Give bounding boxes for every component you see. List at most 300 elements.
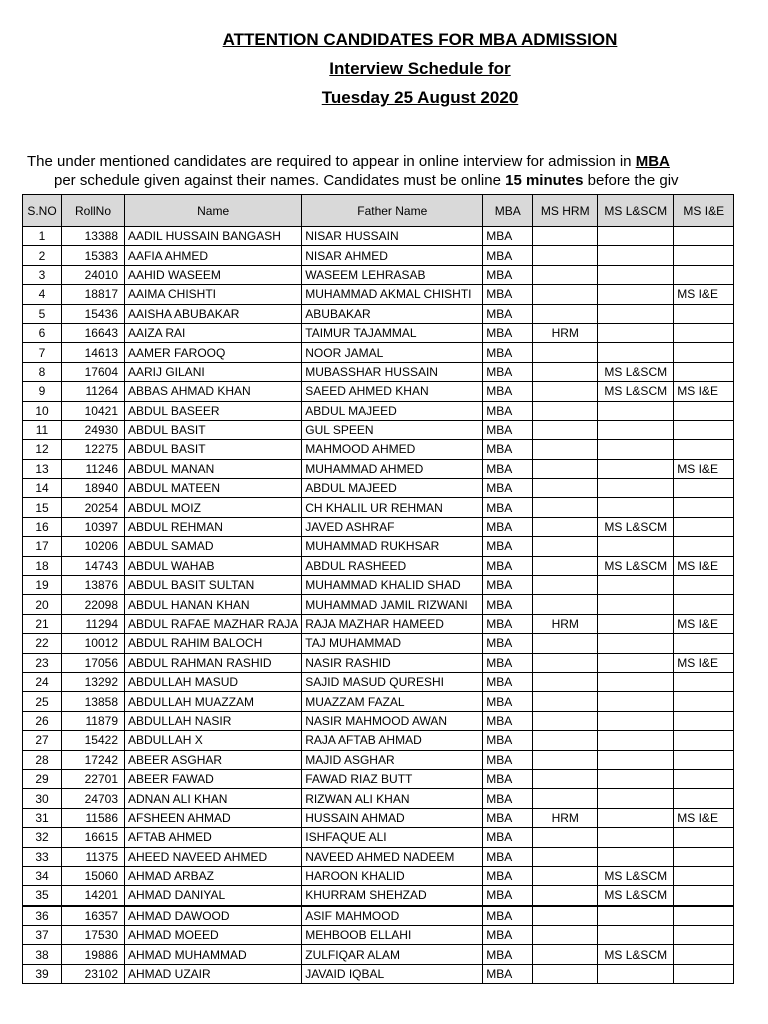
ms-lscm-cell: MS L&SCM <box>598 382 674 401</box>
name-cell: ABDUL BASIT <box>125 440 302 459</box>
father-name-cell: CH KHALIL UR REHMAN <box>302 498 483 517</box>
father-name-cell: GUL SPEEN <box>302 420 483 439</box>
mba-cell: MBA <box>483 595 533 614</box>
ms-hrm-cell <box>533 906 598 926</box>
ms-hrm-cell <box>533 731 598 750</box>
table-row <box>23 556 734 575</box>
ms-lscm-cell <box>598 653 674 672</box>
table-row <box>23 789 734 808</box>
mba-cell: MBA <box>483 847 533 866</box>
ms-hrm-cell <box>533 945 598 964</box>
sno-cell: 38 <box>23 945 62 964</box>
name-cell: ABEER FAWAD <box>125 769 302 788</box>
ms-lscm-cell <box>598 304 674 323</box>
rollno-cell: 11246 <box>62 459 125 478</box>
table-row <box>23 479 734 498</box>
ms-ie-cell: MS I&E <box>674 614 734 633</box>
rollno-cell: 10421 <box>62 401 125 420</box>
name-cell: ABDULLAH MUAZZAM <box>125 692 302 711</box>
mba-cell: MBA <box>483 945 533 964</box>
father-name-cell: NAVEED AHMED NADEEM <box>302 847 483 866</box>
table-row <box>23 692 734 711</box>
ms-hrm-cell <box>533 362 598 381</box>
name-cell: ABDUL MANAN <box>125 459 302 478</box>
column-header-sno: S.NO <box>23 195 62 227</box>
ms-ie-cell <box>674 323 734 342</box>
mba-cell: MBA <box>483 576 533 595</box>
ms-lscm-cell <box>598 576 674 595</box>
mba-cell: MBA <box>483 789 533 808</box>
table-row <box>23 614 734 633</box>
rollno-cell: 10206 <box>62 537 125 556</box>
table-row <box>23 595 734 614</box>
ms-hrm-cell <box>533 847 598 866</box>
ms-lscm-cell <box>598 440 674 459</box>
mba-cell: MBA <box>483 964 533 983</box>
table-row <box>23 227 734 246</box>
father-name-cell: ABDUL MAJEED <box>302 401 483 420</box>
ms-lscm-cell: MS L&SCM <box>598 945 674 964</box>
name-cell: AAFIA AHMED <box>125 246 302 265</box>
mba-cell: MBA <box>483 362 533 381</box>
ms-hrm-cell: HRM <box>533 614 598 633</box>
ms-lscm-cell: MS L&SCM <box>598 886 674 906</box>
notice-heading: ATTENTION CANDIDATES FOR MBA ADMISSION <box>222 30 618 49</box>
name-cell: ABDUL BASIT <box>125 420 302 439</box>
rollno-cell: 22701 <box>62 769 125 788</box>
sno-cell: 35 <box>23 886 62 906</box>
sno-cell: 20 <box>23 595 62 614</box>
father-name-cell: MUHAMMAD AHMED <box>302 459 483 478</box>
father-name-cell: KHURRAM SHEHZAD <box>302 886 483 906</box>
mba-cell: MBA <box>483 711 533 730</box>
ms-lscm-cell <box>598 479 674 498</box>
sno-cell: 17 <box>23 537 62 556</box>
sno-cell: 4 <box>23 285 62 304</box>
name-cell: ABDUL RAHMAN RASHID <box>125 653 302 672</box>
ms-hrm-cell <box>533 304 598 323</box>
ms-ie-cell <box>674 517 734 536</box>
ms-hrm-cell <box>533 479 598 498</box>
mba-cell: MBA <box>483 556 533 575</box>
ms-hrm-cell <box>533 886 598 906</box>
table-row <box>23 323 734 342</box>
ms-ie-cell <box>674 246 734 265</box>
sno-cell: 3 <box>23 265 62 284</box>
ms-lscm-cell <box>598 595 674 614</box>
father-name-cell: ABDUL MAJEED <box>302 479 483 498</box>
rollno-cell: 16615 <box>62 828 125 847</box>
table-row <box>23 711 734 730</box>
ms-hrm-cell <box>533 769 598 788</box>
father-name-cell: MUHAMMAD JAMIL RIZWANI <box>302 595 483 614</box>
rollno-cell: 11586 <box>62 808 125 827</box>
table-row <box>23 634 734 653</box>
name-cell: AARIJ GILANI <box>125 362 302 381</box>
rollno-cell: 18940 <box>62 479 125 498</box>
rollno-cell: 24010 <box>62 265 125 284</box>
father-name-cell: RAJA AFTAB AHMAD <box>302 731 483 750</box>
ms-lscm-cell <box>598 285 674 304</box>
father-name-cell: ASIF MAHMOOD <box>302 906 483 926</box>
mba-cell: MBA <box>483 828 533 847</box>
candidates-table <box>22 194 734 984</box>
mba-cell: MBA <box>483 401 533 420</box>
ms-lscm-cell <box>598 769 674 788</box>
ms-ie-cell <box>674 401 734 420</box>
sno-cell: 32 <box>23 828 62 847</box>
ms-ie-cell: MS I&E <box>674 653 734 672</box>
ms-lscm-cell <box>598 847 674 866</box>
sno-cell: 22 <box>23 634 62 653</box>
name-cell: AHMAD UZAIR <box>125 964 302 983</box>
name-cell: AHMAD DAWOOD <box>125 906 302 926</box>
table-row <box>23 808 734 827</box>
ms-lscm-cell <box>598 964 674 983</box>
column-header-ms-ie: MS I&E <box>674 195 734 227</box>
rollno-cell: 13876 <box>62 576 125 595</box>
father-name-cell: RIZWAN ALI KHAN <box>302 789 483 808</box>
ms-lscm-cell <box>598 926 674 945</box>
table-row <box>23 672 734 691</box>
ms-lscm-cell <box>598 808 674 827</box>
ms-lscm-cell <box>598 672 674 691</box>
mba-cell: MBA <box>483 459 533 478</box>
ms-ie-cell <box>674 672 734 691</box>
father-name-cell: JAVAID IQBAL <box>302 964 483 983</box>
mba-cell: MBA <box>483 227 533 246</box>
name-cell: AADIL HUSSAIN BANGASH <box>125 227 302 246</box>
father-name-cell: MAJID ASGHAR <box>302 750 483 769</box>
ms-ie-cell <box>674 847 734 866</box>
rollno-cell: 23102 <box>62 964 125 983</box>
rollno-cell: 13292 <box>62 672 125 691</box>
name-cell: AAISHA ABUBAKAR <box>125 304 302 323</box>
ms-lscm-cell <box>598 498 674 517</box>
sno-cell: 30 <box>23 789 62 808</box>
name-cell: ABDUL REHMAN <box>125 517 302 536</box>
mba-cell: MBA <box>483 498 533 517</box>
ms-lscm-cell <box>598 343 674 362</box>
mba-cell: MBA <box>483 769 533 788</box>
sno-cell: 37 <box>23 926 62 945</box>
table-row <box>23 517 734 536</box>
column-header-mba: MBA <box>483 195 533 227</box>
ms-lscm-cell: MS L&SCM <box>598 362 674 381</box>
ms-hrm-cell <box>533 711 598 730</box>
name-cell: AHMAD MUHAMMAD <box>125 945 302 964</box>
ms-ie-cell <box>674 828 734 847</box>
mba-cell: MBA <box>483 672 533 691</box>
sno-cell: 19 <box>23 576 62 595</box>
sno-cell: 11 <box>23 420 62 439</box>
ms-ie-cell: MS I&E <box>674 808 734 827</box>
rollno-cell: 10397 <box>62 517 125 536</box>
ms-hrm-cell <box>533 750 598 769</box>
rollno-cell: 16357 <box>62 906 125 926</box>
sno-cell: 31 <box>23 808 62 827</box>
rollno-cell: 19886 <box>62 945 125 964</box>
ms-lscm-cell <box>598 789 674 808</box>
mba-cell: MBA <box>483 537 533 556</box>
ms-ie-cell <box>674 576 734 595</box>
mba-cell: MBA <box>483 323 533 342</box>
ms-ie-cell <box>674 498 734 517</box>
name-cell: ABDUL RAHIM BALOCH <box>125 634 302 653</box>
rollno-cell: 11879 <box>62 711 125 730</box>
table-row <box>23 304 734 323</box>
mba-cell: MBA <box>483 653 533 672</box>
mba-cell: MBA <box>483 866 533 885</box>
ms-ie-cell <box>674 304 734 323</box>
name-cell: ABDUL BASEER <box>125 401 302 420</box>
ms-hrm-cell <box>533 285 598 304</box>
sno-cell: 5 <box>23 304 62 323</box>
table-row <box>23 459 734 478</box>
father-name-cell: ABUBAKAR <box>302 304 483 323</box>
ms-ie-cell <box>674 789 734 808</box>
ms-lscm-cell <box>598 634 674 653</box>
mba-cell: MBA <box>483 382 533 401</box>
intro-line-2 <box>0 172 768 189</box>
table-row <box>23 886 734 906</box>
sno-cell: 33 <box>23 847 62 866</box>
mba-cell: MBA <box>483 440 533 459</box>
name-cell: ABDUL WAHAB <box>125 556 302 575</box>
mba-cell: MBA <box>483 517 533 536</box>
mba-cell: MBA <box>483 246 533 265</box>
name-cell: ABDULLAH MASUD <box>125 672 302 691</box>
ms-hrm-cell: HRM <box>533 323 598 342</box>
ms-hrm-cell <box>533 789 598 808</box>
ms-hrm-cell: HRM <box>533 808 598 827</box>
father-name-cell: JAVED ASHRAF <box>302 517 483 536</box>
name-cell: AHMAD MOEED <box>125 926 302 945</box>
father-name-cell: NOOR JAMAL <box>302 343 483 362</box>
name-cell: ABEER ASGHAR <box>125 750 302 769</box>
mba-cell: MBA <box>483 906 533 926</box>
ms-hrm-cell <box>533 653 598 672</box>
sno-cell: 24 <box>23 672 62 691</box>
rollno-cell: 18817 <box>62 285 125 304</box>
father-name-cell: NASIR RASHID <box>302 653 483 672</box>
intro-program-highlight: MBA <box>635 153 670 170</box>
rollno-cell: 17242 <box>62 750 125 769</box>
sno-cell: 23 <box>23 653 62 672</box>
ms-hrm-cell <box>533 537 598 556</box>
ms-lscm-cell <box>598 711 674 730</box>
father-name-cell: HAROON KHALID <box>302 866 483 885</box>
ms-hrm-cell <box>533 964 598 983</box>
rollno-cell: 16643 <box>62 323 125 342</box>
table-row <box>23 576 734 595</box>
table-row <box>23 847 734 866</box>
table-row <box>23 731 734 750</box>
sno-cell: 21 <box>23 614 62 633</box>
table-row <box>23 537 734 556</box>
ms-hrm-cell <box>533 498 598 517</box>
name-cell: ABDUL HANAN KHAN <box>125 595 302 614</box>
sno-cell: 13 <box>23 459 62 478</box>
ms-lscm-cell <box>598 537 674 556</box>
ms-ie-cell <box>674 227 734 246</box>
ms-lscm-cell <box>598 227 674 246</box>
ms-ie-cell: MS I&E <box>674 459 734 478</box>
mba-cell: MBA <box>483 634 533 653</box>
mba-cell: MBA <box>483 808 533 827</box>
table-row <box>23 285 734 304</box>
ms-hrm-cell <box>533 517 598 536</box>
ms-hrm-cell <box>533 828 598 847</box>
father-name-cell: MUBASSHAR HUSSAIN <box>302 362 483 381</box>
ms-hrm-cell <box>533 401 598 420</box>
table-row <box>23 769 734 788</box>
sno-cell: 2 <box>23 246 62 265</box>
ms-ie-cell <box>674 964 734 983</box>
father-name-cell: HUSSAIN AHMAD <box>302 808 483 827</box>
sno-cell: 34 <box>23 866 62 885</box>
schedule-date: Tuesday 25 August 2020 <box>321 88 519 107</box>
ms-lscm-cell <box>598 750 674 769</box>
father-name-cell: FAWAD RIAZ BUTT <box>302 769 483 788</box>
table-row <box>23 906 734 926</box>
ms-ie-cell <box>674 537 734 556</box>
table-row <box>23 964 734 983</box>
ms-hrm-cell <box>533 576 598 595</box>
ms-ie-cell <box>674 440 734 459</box>
sno-cell: 39 <box>23 964 62 983</box>
table-row <box>23 420 734 439</box>
father-name-cell: WASEEM LEHRASAB <box>302 265 483 284</box>
name-cell: ABDUL BASIT SULTAN <box>125 576 302 595</box>
table-row <box>23 750 734 769</box>
rollno-cell: 11294 <box>62 614 125 633</box>
intro-line-1 <box>0 153 768 170</box>
ms-ie-cell <box>674 362 734 381</box>
ms-ie-cell <box>674 731 734 750</box>
sno-cell: 14 <box>23 479 62 498</box>
father-name-cell: ABDUL RASHEED <box>302 556 483 575</box>
table-row <box>23 498 734 517</box>
rollno-cell: 13388 <box>62 227 125 246</box>
mba-cell: MBA <box>483 731 533 750</box>
father-name-cell: ISHFAQUE ALI <box>302 828 483 847</box>
name-cell: AAMER FAROOQ <box>125 343 302 362</box>
ms-hrm-cell <box>533 246 598 265</box>
rollno-cell: 24930 <box>62 420 125 439</box>
ms-ie-cell <box>674 711 734 730</box>
name-cell: AAIZA RAI <box>125 323 302 342</box>
ms-ie-cell <box>674 420 734 439</box>
rollno-cell: 15422 <box>62 731 125 750</box>
father-name-cell: TAIMUR TAJAMMAL <box>302 323 483 342</box>
ms-ie-cell <box>674 866 734 885</box>
ms-ie-cell: MS I&E <box>674 382 734 401</box>
ms-lscm-cell: MS L&SCM <box>598 517 674 536</box>
sno-cell: 15 <box>23 498 62 517</box>
ms-hrm-cell <box>533 343 598 362</box>
ms-ie-cell <box>674 479 734 498</box>
ms-hrm-cell <box>533 926 598 945</box>
mba-cell: MBA <box>483 750 533 769</box>
name-cell: AAHID WASEEM <box>125 265 302 284</box>
rollno-cell: 15060 <box>62 866 125 885</box>
father-name-cell: MAHMOOD AHMED <box>302 440 483 459</box>
name-cell: AFSHEEN AHMAD <box>125 808 302 827</box>
intro-time-highlight: 15 minutes <box>505 172 584 189</box>
rollno-cell: 13858 <box>62 692 125 711</box>
table-header-row <box>23 195 734 227</box>
ms-ie-cell <box>674 906 734 926</box>
ms-lscm-cell <box>598 246 674 265</box>
ms-ie-cell <box>674 945 734 964</box>
ms-hrm-cell <box>533 382 598 401</box>
rollno-cell: 12275 <box>62 440 125 459</box>
column-header-ms-lscm: MS L&SCM <box>598 195 674 227</box>
name-cell: ABDULLAH NASIR <box>125 711 302 730</box>
mba-cell: MBA <box>483 614 533 633</box>
ms-lscm-cell <box>598 323 674 342</box>
sno-cell: 9 <box>23 382 62 401</box>
ms-hrm-cell <box>533 692 598 711</box>
column-header-ms-hrm: MS HRM <box>533 195 598 227</box>
sno-cell: 7 <box>23 343 62 362</box>
ms-ie-cell <box>674 769 734 788</box>
name-cell: AHMAD DANIYAL <box>125 886 302 906</box>
rollno-cell: 14613 <box>62 343 125 362</box>
intro-text: per schedule given against their names. Candidates must be online <box>54 172 506 189</box>
father-name-cell: NASIR MAHMOOD AWAN <box>302 711 483 730</box>
rollno-cell: 20254 <box>62 498 125 517</box>
ms-lscm-cell <box>598 614 674 633</box>
ms-ie-cell <box>674 926 734 945</box>
father-name-cell: MUHAMMAD KHALID SHAD <box>302 576 483 595</box>
table-row <box>23 440 734 459</box>
ms-hrm-cell <box>533 459 598 478</box>
table-row <box>23 945 734 964</box>
ms-ie-cell: MS I&E <box>674 285 734 304</box>
father-name-cell: NISAR HUSSAIN <box>302 227 483 246</box>
table-row <box>23 401 734 420</box>
mba-cell: MBA <box>483 265 533 284</box>
rollno-cell: 17530 <box>62 926 125 945</box>
rollno-cell: 17604 <box>62 362 125 381</box>
table-row <box>23 343 734 362</box>
ms-ie-cell <box>674 343 734 362</box>
mba-cell: MBA <box>483 886 533 906</box>
ms-hrm-cell <box>533 227 598 246</box>
name-cell: ADNAN ALI KHAN <box>125 789 302 808</box>
table-row <box>23 653 734 672</box>
father-name-cell: MUAZZAM FAZAL <box>302 692 483 711</box>
ms-hrm-cell <box>533 265 598 284</box>
name-cell: ABBAS AHMAD KHAN <box>125 382 302 401</box>
table-row <box>23 382 734 401</box>
intro-text: The under mentioned candidates are required to appear in online interview for admission in <box>27 153 636 170</box>
father-name-cell: ZULFIQAR ALAM <box>302 945 483 964</box>
ms-ie-cell <box>674 750 734 769</box>
sno-cell: 6 <box>23 323 62 342</box>
ms-lscm-cell <box>598 420 674 439</box>
sno-cell: 28 <box>23 750 62 769</box>
ms-hrm-cell <box>533 440 598 459</box>
mba-cell: MBA <box>483 304 533 323</box>
mba-cell: MBA <box>483 420 533 439</box>
rollno-cell: 22098 <box>62 595 125 614</box>
father-name-cell: RAJA MAZHAR HAMEED <box>302 614 483 633</box>
name-cell: AHEED NAVEED AHMED <box>125 847 302 866</box>
sno-cell: 29 <box>23 769 62 788</box>
